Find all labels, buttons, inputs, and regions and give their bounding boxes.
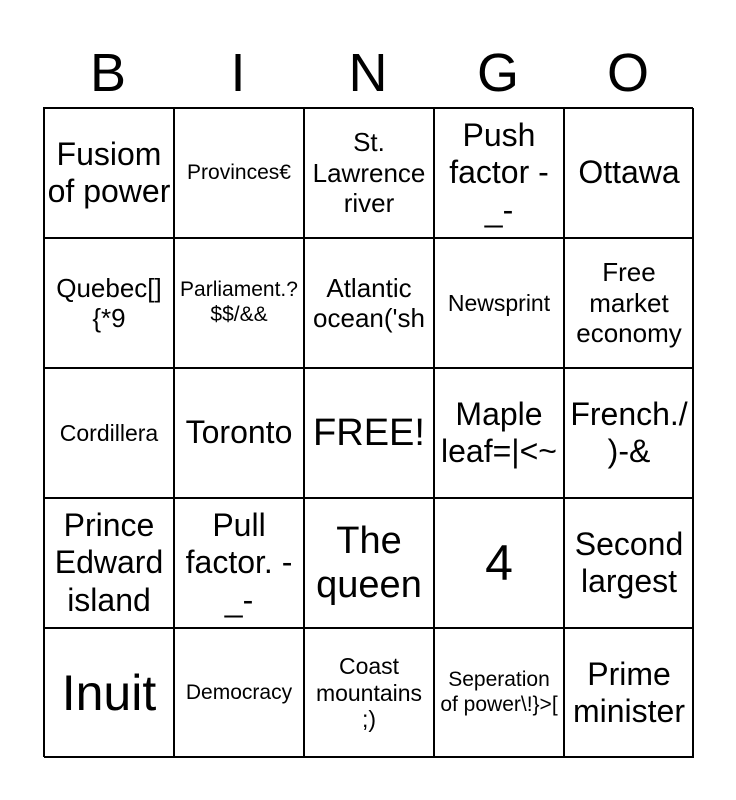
free-space-cell[interactable]: FREE! xyxy=(304,368,434,498)
bingo-cell[interactable]: Provinces€ xyxy=(174,108,304,238)
bingo-cell[interactable]: Seperation of power\!}>[ xyxy=(434,628,564,758)
bingo-cell[interactable]: Prime minister xyxy=(564,628,694,758)
header-letter-o: O xyxy=(606,43,649,103)
bingo-cell[interactable]: Prince Edward island xyxy=(44,498,174,628)
bingo-cell[interactable]: Parliament.?$$/&& xyxy=(174,238,304,368)
bingo-cell[interactable]: French./)-& xyxy=(564,368,694,498)
bingo-cell[interactable]: Maple leaf=|<~ xyxy=(434,368,564,498)
bingo-cell[interactable]: Cordillera xyxy=(44,368,174,498)
header-letter-i: I xyxy=(230,43,246,103)
bingo-cell[interactable]: St. Lawrence river xyxy=(304,108,434,238)
bingo-cell[interactable]: Atlantic ocean('sh xyxy=(304,238,434,368)
bingo-cell[interactable]: Fusiom of power xyxy=(44,108,174,238)
bingo-cell[interactable]: Pull factor. -_- xyxy=(174,498,304,628)
header-letter-g: G xyxy=(476,43,519,103)
header-letter-n: N xyxy=(348,43,388,103)
header-letter-b: B xyxy=(89,43,127,103)
bingo-cell[interactable]: Quebec[]{*9 xyxy=(44,238,174,368)
bingo-cell[interactable]: Second largest xyxy=(564,498,694,628)
bingo-cell[interactable]: Coast mountains ;) xyxy=(304,628,434,758)
bingo-cell[interactable]: Free market economy xyxy=(564,238,694,368)
bingo-cell[interactable]: The queen xyxy=(304,498,434,628)
bingo-cell[interactable]: Ottawa xyxy=(564,108,694,238)
bingo-header xyxy=(43,38,693,108)
bingo-cell[interactable]: Inuit xyxy=(44,628,174,758)
bingo-cell[interactable]: Push factor - _- xyxy=(434,108,564,238)
bingo-board xyxy=(43,107,693,757)
bingo-cell[interactable]: Newsprint xyxy=(434,238,564,368)
bingo-cell[interactable]: Toronto xyxy=(174,368,304,498)
bingo-cell[interactable]: Democracy xyxy=(174,628,304,758)
bingo-cell[interactable]: 4 xyxy=(434,498,564,628)
